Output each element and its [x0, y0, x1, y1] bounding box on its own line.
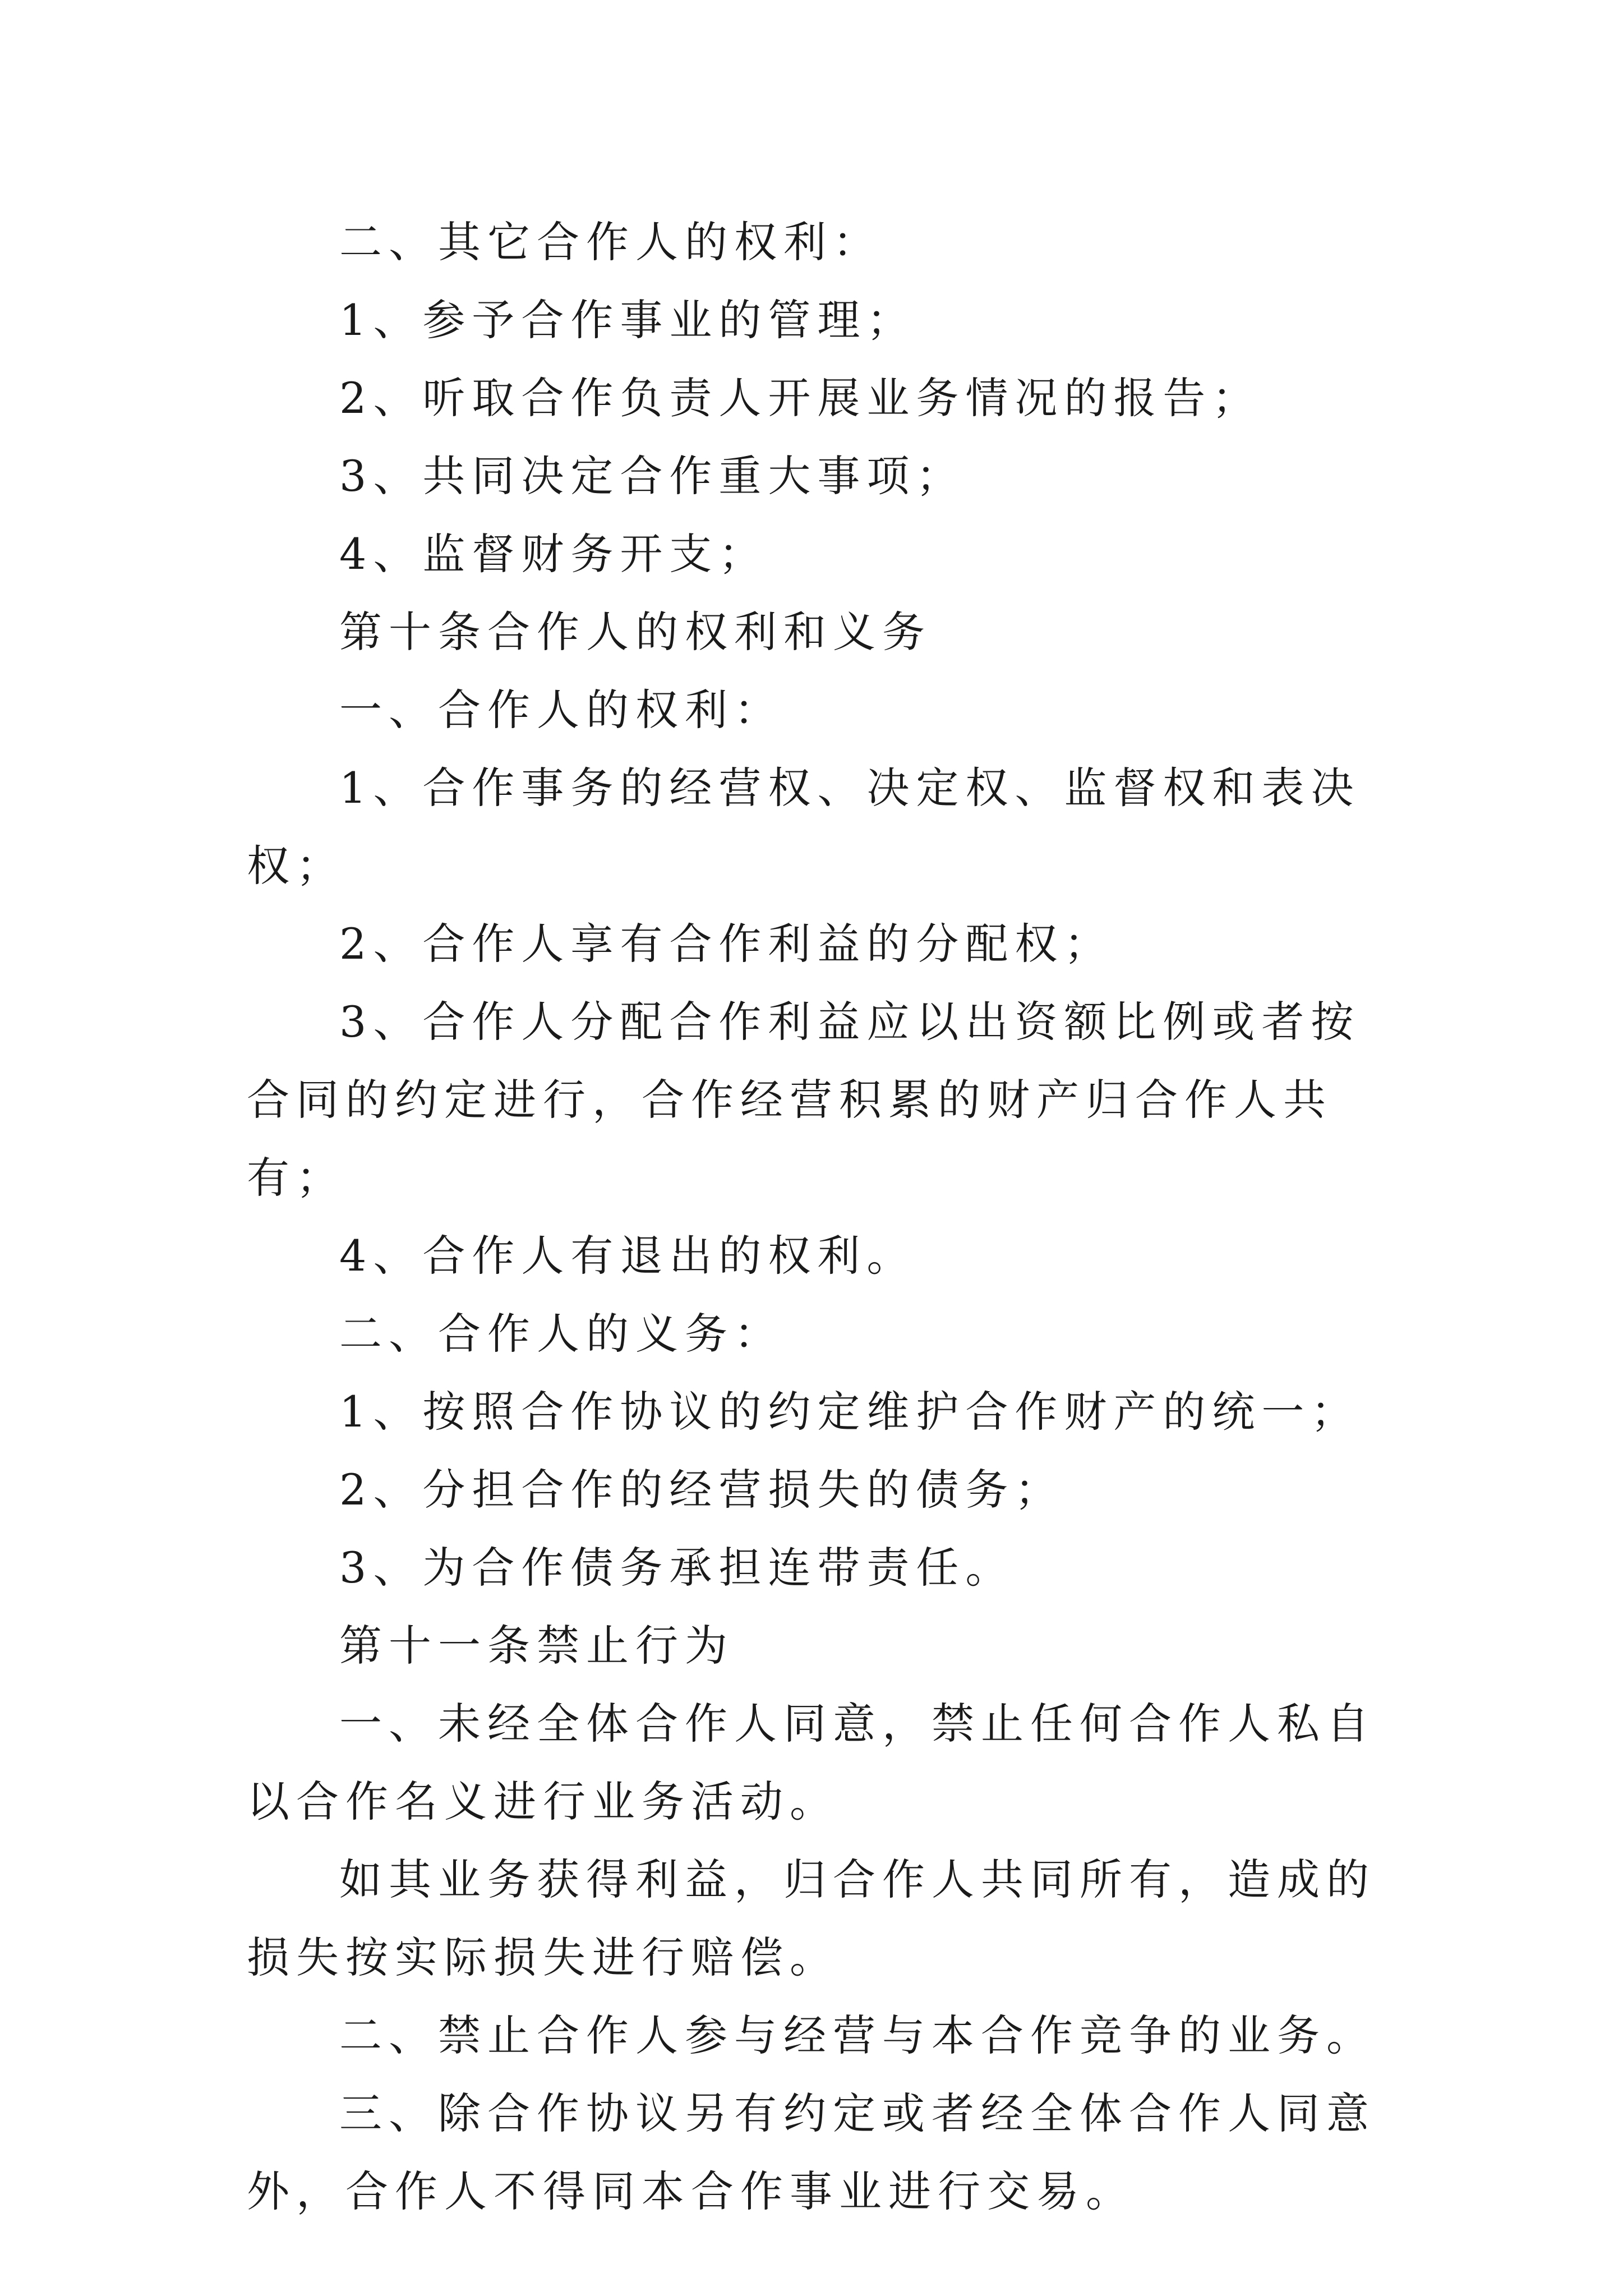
paragraph-item: 2、听取合作负责人开展业务情况的报告； [339, 373, 1262, 423]
paragraph-item: 一、未经全体合作人同意，禁止任何合作人私自以合作名义进行业务活动。 [247, 1699, 1376, 1826]
article-10-heading: 第十条合作人的权利和义务 [339, 607, 932, 657]
paragraph-item: 2、合作人享有合作利益的分配权； [339, 919, 1114, 969]
article-11-heading: 第十一条禁止行为 [339, 1621, 734, 1671]
paragraph-item: 1、合作事务的经营权、决定权、监督权和表决权； [247, 763, 1361, 891]
paragraph-item: 1、按照合作协议的约定维护合作财产的统一； [339, 1387, 1361, 1437]
paragraph-item: 2、分担合作的经营损失的债务； [339, 1465, 1064, 1515]
paragraph-item: 4、合作人有退出的权利。 [339, 1231, 916, 1281]
paragraph-item: 1、参予合作事业的管理； [339, 295, 916, 345]
paragraph-other-partners-rights-heading: 二、其它合作人的权利： [339, 217, 882, 267]
paragraph-item: 3、共同决定合作重大事项； [339, 451, 966, 501]
paragraph-item: 4、监督财务开支； [339, 529, 768, 579]
section-heading: 一、合作人的权利： [339, 685, 783, 735]
paragraph-item: 3、合作人分配合作利益应以出资额比例或者按合同的约定进行，合作经营积累的财产归合作人共有； [247, 997, 1361, 1203]
section-heading: 二、合作人的义务： [339, 1309, 783, 1359]
paragraph-item: 二、禁止合作人参与经营与本合作竞争的业务。 [339, 2010, 1376, 2060]
paragraph-item: 三、除合作协议另有约定或者经全体合作人同意外，合作人不得同本合作事业进行交易。 [247, 2088, 1376, 2216]
paragraph-item: 3、为合作债务承担连带责任。 [339, 1543, 1015, 1593]
document-body [247, 203, 1391, 2230]
paragraph-item: 如其业务获得利益，归合作人共同所有，造成的损失按实际损失进行赔偿。 [247, 1855, 1376, 1982]
